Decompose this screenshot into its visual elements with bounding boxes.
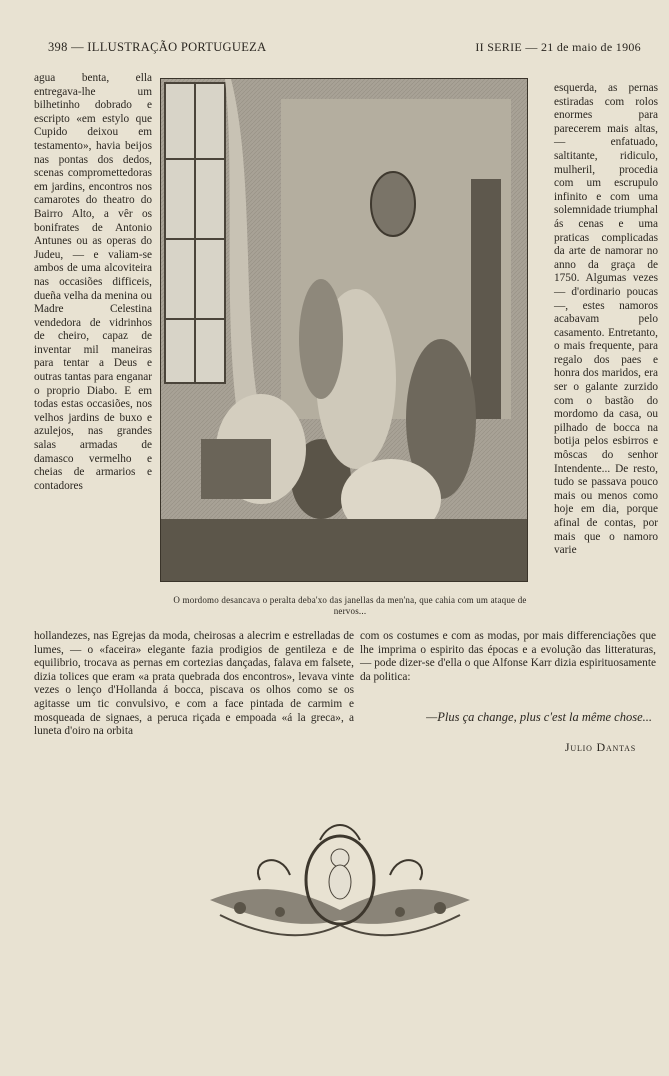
bottom-left-text: hollandezes, nas Egrejas da moda, cheirosas a alecrim e estrelladas de lumes, — o «faceira» elegante fazia prodigios de gentileza e de equilibrio, trocava as pernas em cortezias dançadas, falava em falsete, dizia tolices que eram «a prata quebrada dos encontros», levava vinte vezes o lenço d'Hollanda á bocca, piscava os olhos como se os agitasse um tic convulsivo, e com a face pintada de carmim e mosqueada de signaes, a peruca riçada e empoada «á la greca», a luneta d'oiro na orbita (34, 630, 354, 738)
cherub-ornament-icon (200, 820, 480, 955)
bottom-right-text: com os costumes e com as modas, por mais differenciações que lhe imprima o espirito das épocas e a evolução das litteraturas, — pode dizer-se d'ella o que Alfonse Karr dizia espirituosamente da politica: (360, 630, 656, 683)
author-signature: Julio Dantas (564, 740, 636, 754)
illustration-caption: O mordomo desancava o peralta deba'xo das janellas da men'na, que cahia com um ataque de nervos... (173, 595, 527, 616)
left-column-text: agua benta, ella entregava-lhe um bilhetinho dobrado e escripto «em estylo que Cupido deixou em testamento», havia beijos nas pontas dos dedos, scenas compromettedoras em jardins, encontros nos camarotes do theatro do Bairro Alto, a vêr os bonifrates de Antonio Antunes ou as operas do Judeu, — e valiam-se ambos de uma alcoviteira nas occasiões difficeis, dueña velha da menina ou Madre Celestina vendedora de vidrinhos de cheiro, capaz de inventar mil maneiras para tentar a Deus e outras tantas para enganar o proprio Diabo. E em todas estas occasiões, nos velhos jardins de buxo e azulejos, nas grandes salas armadas de damasco vermelho e cheias de armarios e contadores (34, 72, 152, 492)
engraving-illustration (160, 78, 528, 582)
closing-quote: —Plus ça change, plus c'est la même chose... (426, 710, 652, 724)
ornamental-vignette (200, 820, 480, 955)
engraving-drawing (161, 79, 527, 581)
header-page-title: 398 — ILLUSTRAÇÃO PORTUGUEZA (48, 40, 267, 54)
header-issue-date: II SERIE — 21 de maio de 1906 (475, 40, 641, 54)
right-column-text: esquerda, as pernas estiradas com rolos enormes para parecerem mais altas, — enfatuado, saltitante, ridiculo, mulheril, procedia com um escrupulo infinito e com uma solemnidade triumphal ás cenas e uma praticas complicadas da arte de namorar no anno da graça de 1750. Algumas vezes — d'ordinario poucas —, estes namoros acabavam pelo casamento. Entretanto, o mais frequente, para regalo dos paes e honra dos maridos, era ser o galante zurzido com o bastão do mordomo da casa, ou pilhado de bocca na botija pelos esbirros e môscas do senhor Intendente... De resto, tudo se passava pouco mais ou menos como hoje em dia, porque afinal de contas, por mais que o namoro varie (554, 82, 658, 557)
